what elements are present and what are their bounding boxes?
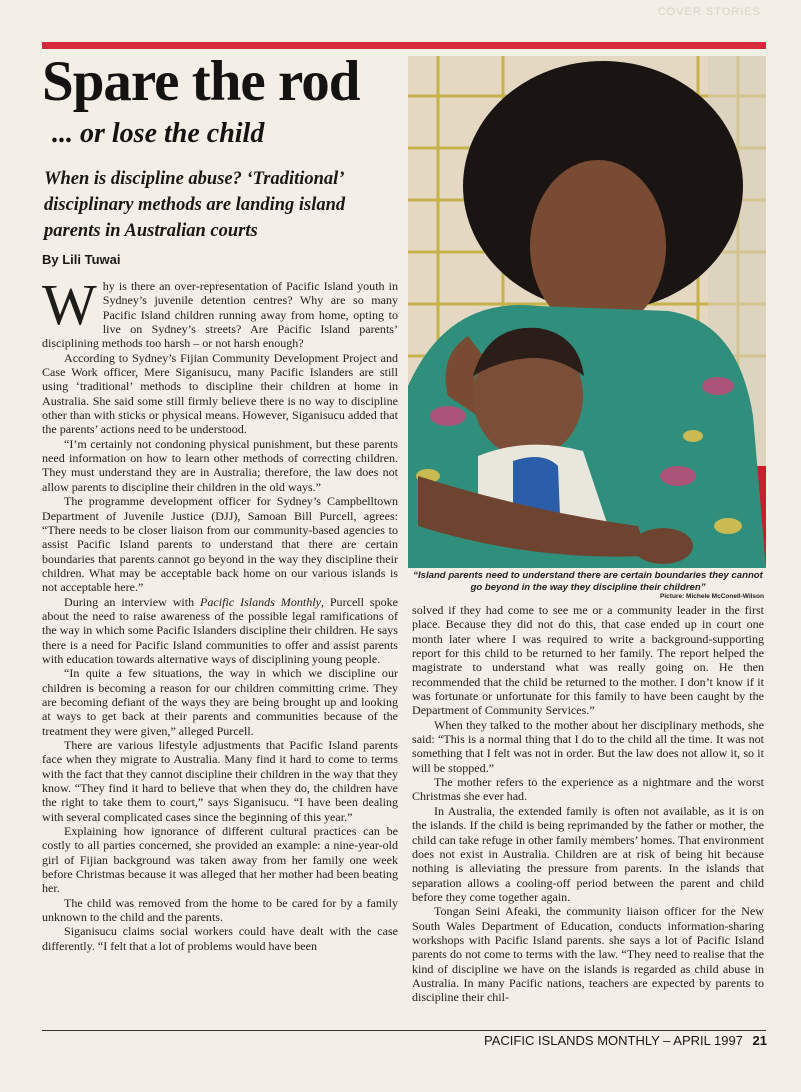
byline: By Lili Tuwai xyxy=(42,252,121,267)
paragraph: Tongan Seini Afeaki, the community liaison officer for the New South Wales Department of Education, conducts information-sharing workshops with Pacific Island parents. she says a lot of Pacific Island parents do not come to terms with the law. “They need to realise that the kind of discipline we have on the islands is regarded as child abuse in Australia. In many Pacific nations, teachers are expected by parents to discipline their chil- xyxy=(412,904,764,1005)
paragraph: “In quite a few situations, the way in which we discipline our children is becoming a reason for our children committing crime. They are becoming defiant of the ways they are being brought up and looking at ways to get back at their parents and communities because of the treatment they were given,” alleged Purcell. xyxy=(42,666,398,738)
paragraph: Explaining how ignorance of different cultural practices can be costly to all parties concerned, she provided an example: a nine-year-old girl of Fijian background was taken away from her family one week before Christmas because it was alleged that her mother had been beating her. xyxy=(42,824,398,896)
paragraph: When they talked to the mother about her disciplinary methods, she said: “This is a normal thing that I do to the child all the time. It was not something that I felt was not in order. But the law does not allow it, so it will be stopped.” xyxy=(412,717,764,775)
article-subtitle: ... or lose the child xyxy=(52,118,265,149)
paragraph: There are various lifestyle adjustments that Pacific Island parents face when they migrate to Australia. Many find it hard to come to terms with the fact that they cannot discipline their children in the way that they know. “They find it hard to believe that when they do, the children have the right to take them to court,” says Siganisucu. “I have been dealing with several complicated cases since the beginning of this year.” xyxy=(42,738,398,824)
right-column xyxy=(412,603,764,1005)
article-photo xyxy=(408,56,766,568)
drop-cap: W xyxy=(42,272,97,337)
paragraph: The child was removed from the home to be cared for by a family unknown to the child and the parents. xyxy=(42,895,398,925)
paragraph: According to Sydney’s Fijian Community Development Project and Case Work officer, Mere Siganisucu, many Pacific Islanders are still using ‘traditional’ methods to discipline their children at home in Australia. She said some still firmly believe there is no way to discipline other than with sticks or physical means. However, Siganisucu added that the parents’ actions need to be understood. xyxy=(42,350,398,437)
paragraph: “I’m certainly not condoning physical punishment, but these parents need information on how to learn other methods of correcting children. They must understand they are in Australia; therefore, the law does not allow parents to discipline their children in the old ways.” xyxy=(42,436,398,494)
paragraph: The programme development officer for Sydney’s Campbelltown Department of Juvenile Justice (DJJ), Samoan Bill Purcell, agrees: “There needs to be closer liaison from our community-based agencies to assist Pacific Island parents to understand that there are certain boundaries that parents cannot go beyond in the way they discipline their children. What may be acceptable back home on our various islands is not acceptable here.” xyxy=(42,494,398,595)
photo-credit: Picture: Michele McConell-Wilson xyxy=(660,593,764,600)
paragraph: In Australia, the extended family is often not available, as it is on the islands. If the child is being reprimanded by the father or mother, the child can take refuge in other family members’ homes. That environment does not exist in Australia. Children are at risk of being hit because nothing is alleviating the pressure from parents. In the islands that separation allows a cooling-off period between the parent and child before they come together again. xyxy=(412,803,764,904)
paragraph: Why is there an over-representation of Pacific Island youth in Sydney’s juvenile detention centres? Why are so many Pacific Island children running away from home, opting to live on Sydney’s streets? Are Pacific Island parents’ disciplining methods too harsh – or not harsh enough? xyxy=(42,272,398,351)
left-column xyxy=(42,52,398,953)
body-right xyxy=(412,603,764,1005)
article-title: Spare the rod xyxy=(42,50,360,113)
photo-caption xyxy=(412,570,764,601)
page-number: 21 xyxy=(752,1033,767,1048)
paragraph: Siganisucu claims social workers could have dealt with the case differently. “I felt that a lot of problems would have been xyxy=(42,924,398,953)
article-deck: When is discipline abuse? ‘Traditional’ disciplinary methods are landing island parents in Australian courts xyxy=(44,169,346,241)
paragraph: The mother refers to the experience as a nightmare and the worst Christmas she ever had. xyxy=(412,775,764,804)
footer-publication: PACIFIC ISLANDS MONTHLY – APRIL 1997 xyxy=(484,1033,743,1048)
caption-text: “Island parents need to understand there are certain boundaries they cannot go beyond in the way they discipline their children” xyxy=(413,570,763,593)
page-footer xyxy=(484,1033,767,1048)
accent-bar xyxy=(42,42,766,49)
paragraph: solved if they had come to see me or a community leader in the first place. Because they did not do this, that case ended up in court one month later where I was required to write a background-supporting report for this child to be returned to her family. The report helped the magistrate to understand what was really going on. He then recommended that the child be returned to the mother. I don’t know if it was fortunate or unfortunate for this family to have been caught by the Department of Community Services.” xyxy=(412,603,764,718)
publication-name: Pacific Islands Monthly xyxy=(200,594,321,609)
header-bleed-text: COVER STORIES xyxy=(657,6,761,18)
paragraph: During an interview with Pacific Islands Monthly, Purcell spoke about the need to raise awareness of the possible legal ramifications of the way in which some Pacific Islanders discipline their children. He says there is a need for Pacific Island communities to offer and assist parents with education towards alternative ways of disciplining young people. xyxy=(42,594,398,666)
body-left xyxy=(42,272,398,953)
footer-rule xyxy=(42,1030,766,1031)
photo-illustration xyxy=(408,56,766,568)
